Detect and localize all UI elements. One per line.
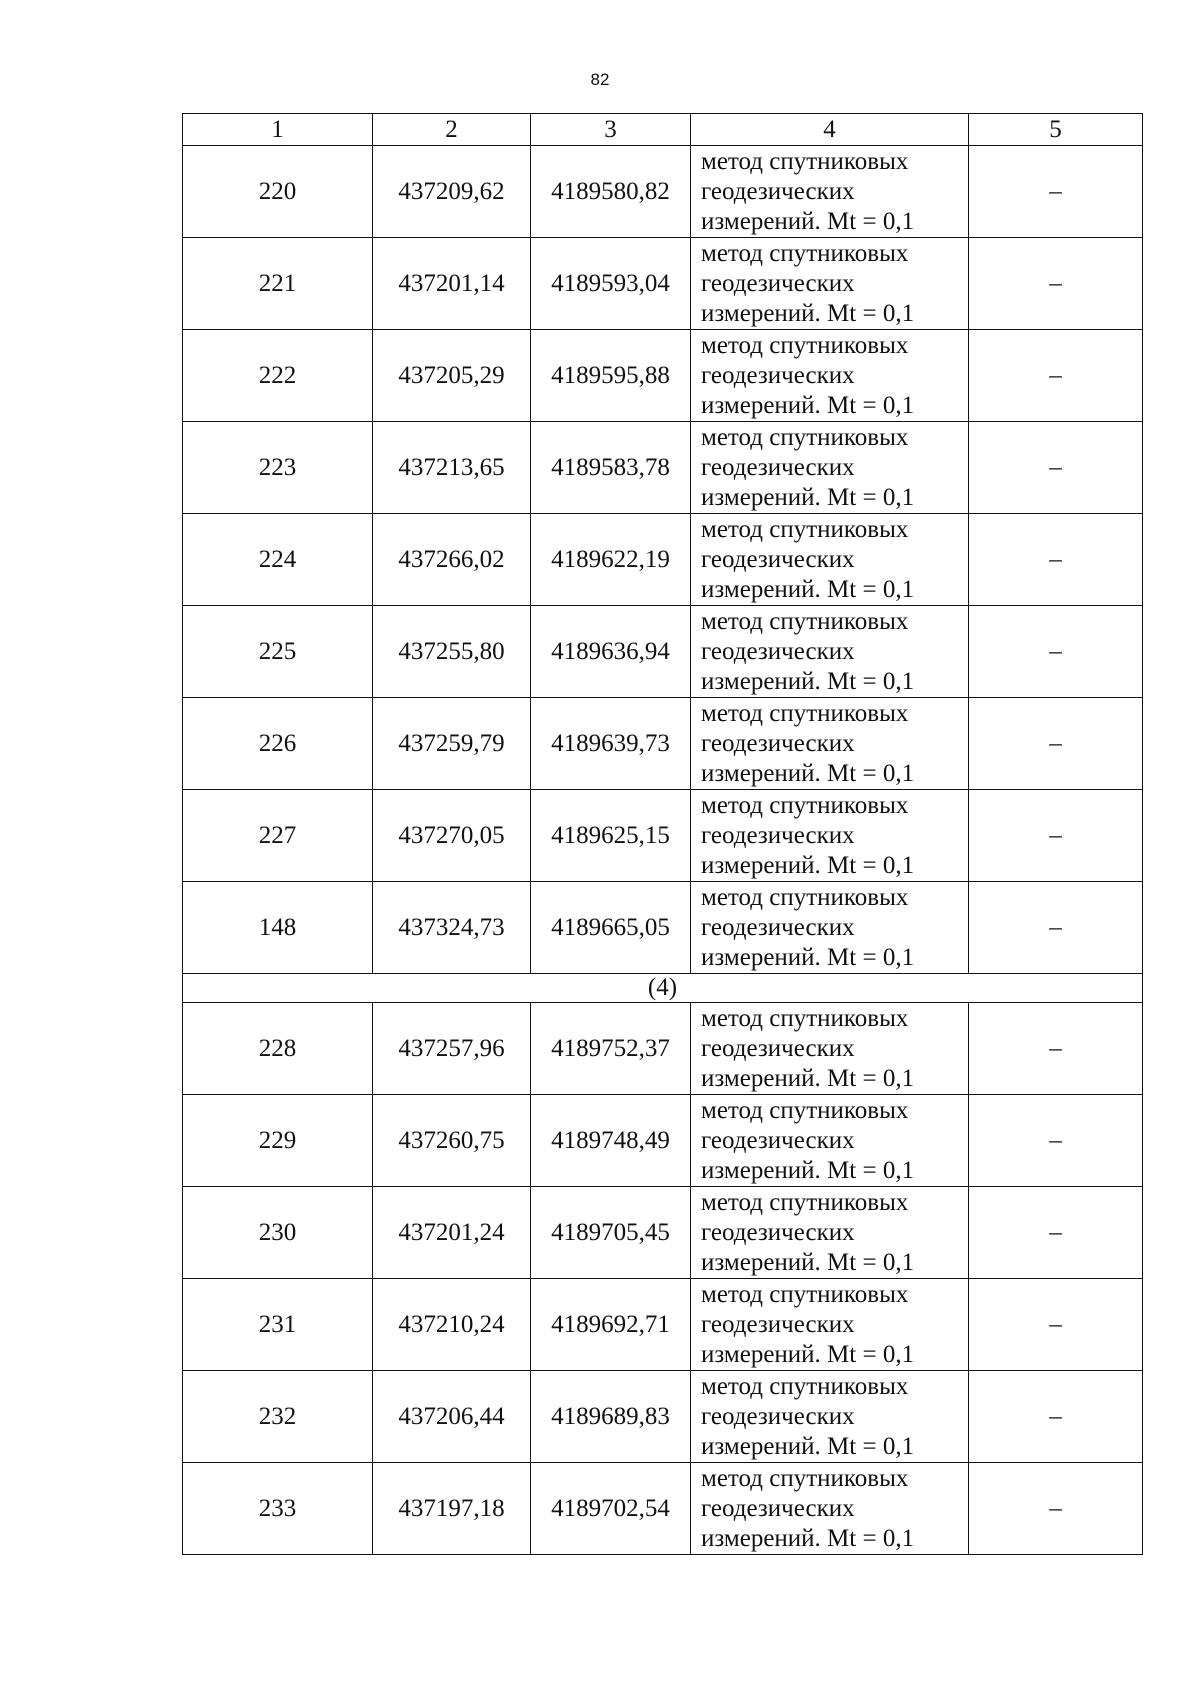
method-text-line: измерений. Mt = 0,1 xyxy=(701,759,915,787)
method-text-line: измерений. Mt = 0,1 xyxy=(701,1524,915,1552)
method-text-line: метод спутниковых xyxy=(701,423,909,451)
group-label-cell: (4) xyxy=(183,974,1143,1003)
method-text-line: геодезических xyxy=(701,913,855,941)
table-row xyxy=(183,698,1143,790)
y-coordinate-cell: 4189748,49 xyxy=(531,1095,691,1187)
x-coordinate-cell: 437197,18 xyxy=(373,1463,531,1555)
point-number-cell: 148 xyxy=(183,882,373,974)
method-text-line: метод спутниковых xyxy=(701,239,909,267)
method-text-line: геодезических xyxy=(701,821,855,849)
x-coordinate-cell: 437255,80 xyxy=(373,606,531,698)
method-text-line: метод спутниковых xyxy=(701,791,909,819)
method-cell xyxy=(691,146,969,238)
method-text-line: геодезических xyxy=(701,545,855,573)
point-number-cell: 231 xyxy=(183,1279,373,1371)
point-number-cell: 230 xyxy=(183,1187,373,1279)
method-text-line: измерений. Mt = 0,1 xyxy=(701,1340,915,1368)
point-number-cell: 220 xyxy=(183,146,373,238)
x-coordinate-cell: 437266,02 xyxy=(373,514,531,606)
method-text-line: метод спутниковых xyxy=(701,1004,909,1032)
method-cell xyxy=(691,422,969,514)
y-coordinate-cell: 4189705,45 xyxy=(531,1187,691,1279)
x-coordinate-cell: 437209,62 xyxy=(373,146,531,238)
method-cell xyxy=(691,698,969,790)
x-coordinate-cell: 437260,75 xyxy=(373,1095,531,1187)
x-coordinate-cell: 437270,05 xyxy=(373,790,531,882)
table-row xyxy=(183,146,1143,238)
method-text-line: геодезических xyxy=(701,1218,855,1246)
method-text-line: метод спутниковых xyxy=(701,883,909,911)
method-cell xyxy=(691,514,969,606)
table-row xyxy=(183,882,1143,974)
x-coordinate-cell: 437210,24 xyxy=(373,1279,531,1371)
y-coordinate-cell: 4189636,94 xyxy=(531,606,691,698)
method-cell xyxy=(691,1463,969,1555)
note-cell: – xyxy=(969,330,1143,422)
method-text-line: измерений. Mt = 0,1 xyxy=(701,1432,915,1460)
point-number-cell: 229 xyxy=(183,1095,373,1187)
method-text-line: метод спутниковых xyxy=(701,699,909,727)
x-coordinate-cell: 437257,96 xyxy=(373,1003,531,1095)
y-coordinate-cell: 4189665,05 xyxy=(531,882,691,974)
method-text-line: геодезических xyxy=(701,1126,855,1154)
method-cell xyxy=(691,330,969,422)
table-row xyxy=(183,238,1143,330)
point-number-cell: 224 xyxy=(183,514,373,606)
table-row xyxy=(183,1095,1143,1187)
table-row xyxy=(183,1187,1143,1279)
method-cell xyxy=(691,1003,969,1095)
method-text-line: геодезических xyxy=(701,637,855,665)
method-text-line: измерений. Mt = 0,1 xyxy=(701,483,915,511)
method-text-line: метод спутниковых xyxy=(701,607,909,635)
x-coordinate-cell: 437259,79 xyxy=(373,698,531,790)
note-cell: – xyxy=(969,698,1143,790)
method-text-line: геодезических xyxy=(701,1402,855,1430)
method-text-line: измерений. Mt = 0,1 xyxy=(701,1064,915,1092)
method-text-line: геодезических xyxy=(701,177,855,205)
method-cell xyxy=(691,882,969,974)
method-text-line: метод спутниковых xyxy=(701,1096,909,1124)
table-row xyxy=(183,790,1143,882)
method-text-line: геодезических xyxy=(701,453,855,481)
method-text-line: измерений. Mt = 0,1 xyxy=(701,575,915,603)
method-cell xyxy=(691,1279,969,1371)
group-row xyxy=(183,974,1143,1003)
method-text-line: измерений. Mt = 0,1 xyxy=(701,207,915,235)
x-coordinate-cell: 437201,24 xyxy=(373,1187,531,1279)
y-coordinate-cell: 4189593,04 xyxy=(531,238,691,330)
table-row xyxy=(183,606,1143,698)
y-coordinate-cell: 4189639,73 xyxy=(531,698,691,790)
y-coordinate-cell: 4189625,15 xyxy=(531,790,691,882)
method-text-line: геодезических xyxy=(701,361,855,389)
y-coordinate-cell: 4189702,54 xyxy=(531,1463,691,1555)
method-cell xyxy=(691,1187,969,1279)
method-cell xyxy=(691,1095,969,1187)
y-coordinate-cell: 4189622,19 xyxy=(531,514,691,606)
y-coordinate-cell: 4189580,82 xyxy=(531,146,691,238)
note-cell: – xyxy=(969,1463,1143,1555)
point-number-cell: 221 xyxy=(183,238,373,330)
note-cell: – xyxy=(969,790,1143,882)
x-coordinate-cell: 437213,65 xyxy=(373,422,531,514)
method-text-line: измерений. Mt = 0,1 xyxy=(701,943,915,971)
method-text-line: метод спутниковых xyxy=(701,1372,909,1400)
method-text-line: метод спутниковых xyxy=(701,515,909,543)
y-coordinate-cell: 4189595,88 xyxy=(531,330,691,422)
method-text-line: геодезических xyxy=(701,1310,855,1338)
column-header: 4 xyxy=(691,114,969,146)
table-row xyxy=(183,1003,1143,1095)
method-cell xyxy=(691,1371,969,1463)
note-cell: – xyxy=(969,1371,1143,1463)
table-row xyxy=(183,1463,1143,1555)
table-row xyxy=(183,330,1143,422)
point-number-cell: 228 xyxy=(183,1003,373,1095)
note-cell: – xyxy=(969,238,1143,330)
column-header: 5 xyxy=(969,114,1143,146)
point-number-cell: 226 xyxy=(183,698,373,790)
x-coordinate-cell: 437205,29 xyxy=(373,330,531,422)
note-cell: – xyxy=(969,514,1143,606)
y-coordinate-cell: 4189689,83 xyxy=(531,1371,691,1463)
x-coordinate-cell: 437201,14 xyxy=(373,238,531,330)
y-coordinate-cell: 4189692,71 xyxy=(531,1279,691,1371)
point-number-cell: 233 xyxy=(183,1463,373,1555)
method-text-line: измерений. Mt = 0,1 xyxy=(701,1248,915,1276)
note-cell: – xyxy=(969,1187,1143,1279)
method-text-line: измерений. Mt = 0,1 xyxy=(701,391,915,419)
y-coordinate-cell: 4189752,37 xyxy=(531,1003,691,1095)
method-text-line: метод спутниковых xyxy=(701,147,909,175)
note-cell: – xyxy=(969,1095,1143,1187)
method-text-line: геодезических xyxy=(701,729,855,757)
method-text-line: метод спутниковых xyxy=(701,1188,909,1216)
method-text-line: метод спутниковых xyxy=(701,1280,909,1308)
column-header: 2 xyxy=(373,114,531,146)
table-row xyxy=(183,1371,1143,1463)
column-header: 3 xyxy=(531,114,691,146)
method-text-line: геодезических xyxy=(701,269,855,297)
x-coordinate-cell: 437324,73 xyxy=(373,882,531,974)
method-text-line: измерений. Mt = 0,1 xyxy=(701,851,915,879)
point-number-cell: 227 xyxy=(183,790,373,882)
method-text-line: измерений. Mt = 0,1 xyxy=(701,299,915,327)
page-number: 82 xyxy=(590,70,610,89)
table-row xyxy=(183,422,1143,514)
note-cell: – xyxy=(969,1003,1143,1095)
point-number-cell: 232 xyxy=(183,1371,373,1463)
method-text-line: геодезических xyxy=(701,1034,855,1062)
note-cell: – xyxy=(969,882,1143,974)
x-coordinate-cell: 437206,44 xyxy=(373,1371,531,1463)
y-coordinate-cell: 4189583,78 xyxy=(531,422,691,514)
note-cell: – xyxy=(969,606,1143,698)
method-text-line: измерений. Mt = 0,1 xyxy=(701,1156,915,1184)
coordinates-table xyxy=(182,113,1143,1555)
note-cell: – xyxy=(969,146,1143,238)
method-cell xyxy=(691,606,969,698)
header-row xyxy=(183,114,1143,146)
column-header: 1 xyxy=(183,114,373,146)
note-cell: – xyxy=(969,422,1143,514)
method-cell xyxy=(691,790,969,882)
note-cell: – xyxy=(969,1279,1143,1371)
point-number-cell: 223 xyxy=(183,422,373,514)
method-text-line: метод спутниковых xyxy=(701,331,909,359)
point-number-cell: 222 xyxy=(183,330,373,422)
table-row xyxy=(183,514,1143,606)
method-text-line: геодезических xyxy=(701,1494,855,1522)
method-cell xyxy=(691,238,969,330)
table-row xyxy=(183,1279,1143,1371)
point-number-cell: 225 xyxy=(183,606,373,698)
method-text-line: метод спутниковых xyxy=(701,1464,909,1492)
method-text-line: измерений. Mt = 0,1 xyxy=(701,667,915,695)
